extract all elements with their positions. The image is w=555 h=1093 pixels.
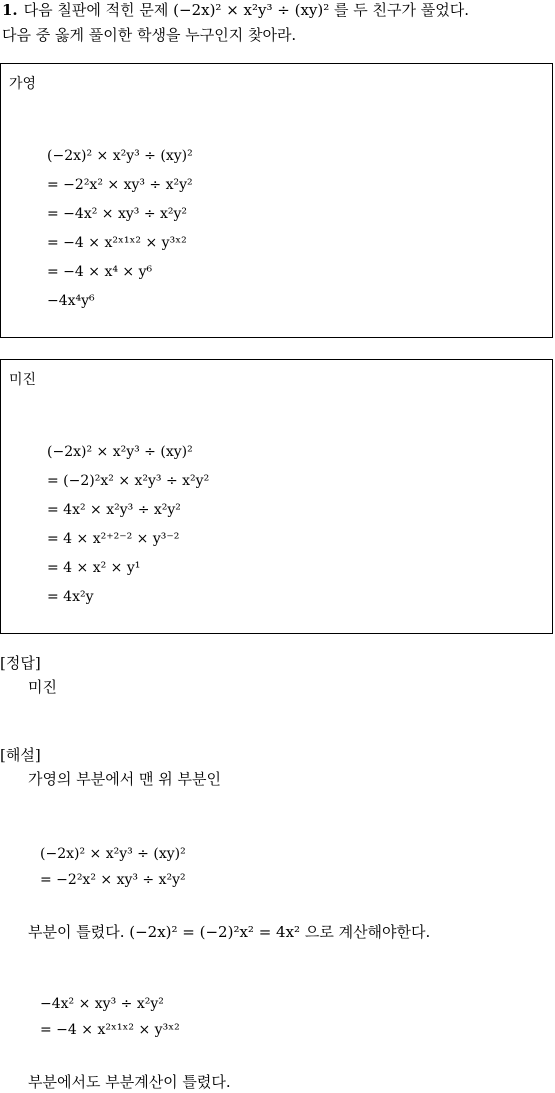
equation-line: = −4 × x²ˣ¹ˣ² × y³ˣ² <box>40 1022 180 1038</box>
explanation-text-2: 부분에서도 부분계산이 틀렸다. <box>28 1073 231 1091</box>
solution-step: = (−2)²x² × x²y³ ÷ x²y² <box>47 473 210 489</box>
answer-section <box>0 652 57 696</box>
solution-step: = 4 × x²⁺²⁻² × y³⁻² <box>47 531 180 547</box>
solution-step: = −2²x² × xy³ ÷ x²y² <box>47 177 193 193</box>
question <box>2 0 552 50</box>
explanation-intro: 가영의 부분에서 맨 위 부분인 <box>28 770 221 788</box>
solution-step: = 4x²y <box>47 589 94 605</box>
solution-box-gayoung <box>0 63 553 338</box>
solution-step: = −4 × x⁴ × y⁶ <box>47 264 153 280</box>
question-number: 1. <box>2 1 18 19</box>
solution-step: (−2x)² × x²y³ ÷ (xy)² <box>47 148 193 164</box>
explanation-equation-1 <box>40 841 186 893</box>
question-line-1 <box>2 0 552 25</box>
answer-label: [정답] <box>0 654 41 672</box>
explanation-section <box>0 744 221 788</box>
explanation-text-1: 부분이 틀렸다. (−2x)² = (−2)²x² = 4x² 으로 계산해야한다. <box>28 923 431 941</box>
solution-steps-mijin <box>47 438 209 612</box>
solution-step: = 4x² × x²y³ ÷ x²y² <box>47 502 181 518</box>
equation-line: = −2²x² × xy³ ÷ x²y² <box>40 872 186 888</box>
explanation-equation-2 <box>40 991 180 1043</box>
solution-step: = −4 × x²ˣ¹ˣ² × y³ˣ² <box>47 235 187 251</box>
answer-value: 미진 <box>28 678 57 696</box>
student-name-gayoung: 가영 <box>9 76 37 92</box>
solution-step: −4x⁴y⁶ <box>47 293 95 309</box>
equation-line: −4x² × xy³ ÷ x²y² <box>40 996 164 1012</box>
explanation-label: [해설] <box>0 746 41 764</box>
student-name-mijin: 미진 <box>9 372 37 388</box>
solution-step: (−2x)² × x²y³ ÷ (xy)² <box>47 444 193 460</box>
solution-step: = 4 × x² × y¹ <box>47 560 141 576</box>
question-line-2: 다음 중 옳게 풀이한 학생을 누구인지 찾아라. <box>2 26 297 44</box>
equation-line: (−2x)² × x²y³ ÷ (xy)² <box>40 846 186 862</box>
solution-box-mijin <box>0 359 553 634</box>
solution-step: = −4x² × xy³ ÷ x²y² <box>47 206 188 222</box>
solution-steps-gayoung <box>47 142 193 316</box>
question-text-1: 다음 칠판에 적힌 문제 (−2x)² × x²y³ ÷ (xy)² 를 두 친구가 풀었다. <box>23 1 470 19</box>
